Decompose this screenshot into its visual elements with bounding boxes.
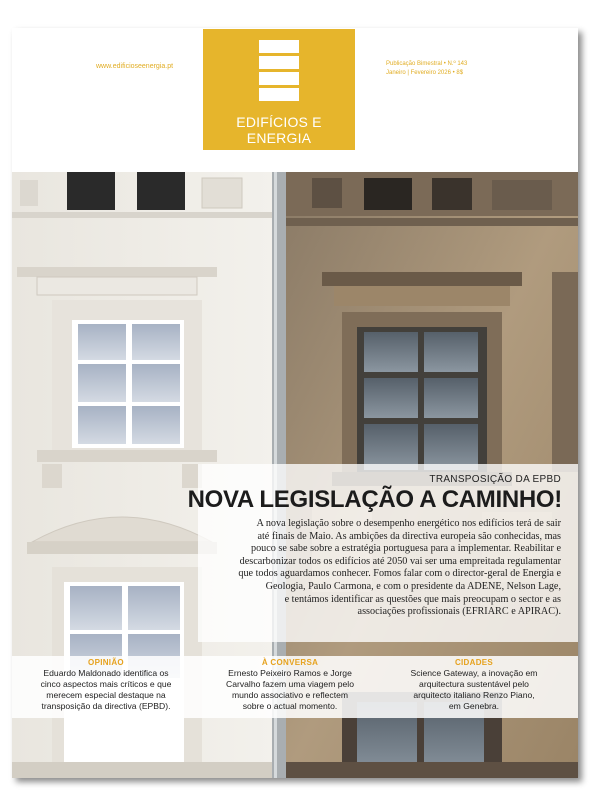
- issue-info: [386, 60, 467, 78]
- teaser-line: Carvalho fazem uma viagem pelo: [225, 679, 354, 689]
- lede-line: e tentámos identificar as questões que mais preocupam o sector e as: [284, 593, 561, 605]
- feature-lede: [205, 518, 561, 619]
- lede-line: associações profissionais (EFRIARC e APIRAC).: [357, 606, 561, 618]
- lede-line: até finais de Maio. As ambições da directiva europeia são conhecidas, mas: [257, 530, 561, 542]
- teaser-line: em Genebra.: [448, 701, 500, 711]
- teaser-title: À CONVERSA: [261, 658, 319, 667]
- lede-line: que todos aguardamos conhecer. Fomos falar com o director-geral de Energia e: [238, 568, 561, 580]
- feature-kicker: TRANSPOSIÇÃO DA EPBD: [429, 474, 561, 485]
- teaser-line: mundo associativo e reflectem: [231, 690, 349, 700]
- feature-headline: NOVA LEGISLAÇÃO A CAMINHO!: [187, 486, 562, 513]
- masthead-logo: [203, 29, 355, 150]
- magazine-cover: [12, 28, 578, 778]
- logo-wordmark: EDIFÍCIOS E ENERGIA: [236, 114, 322, 146]
- teaser-line: arquitectura sustentável pelo: [419, 679, 529, 689]
- lede-line: descarbonizar todos os edifícios até 2050 vai ser uma empreitada regulamentar: [239, 555, 561, 567]
- site-url: www.edificioseenergia.pt: [96, 63, 174, 70]
- issue-line-1: Publicação Bimestral • N.º 143: [386, 61, 468, 67]
- teaser-line: merecem especial destaque na: [46, 690, 166, 700]
- teaser-text: [210, 668, 370, 712]
- teaser-line: arquitecto italiano Renzo Piano,: [413, 690, 535, 700]
- teaser-cidades: [394, 658, 554, 712]
- teaser-title: OPINIÃO: [88, 658, 124, 667]
- cover-header: [12, 28, 578, 172]
- lede-line: Geologia, Paulo Carmona, e com o presidente da ADENE, Nelson Lage,: [265, 580, 561, 592]
- logo-mark-icon: [259, 40, 299, 101]
- lede-line: A nova legislação sobre o desempenho energético nos edifícios terá de sair: [256, 518, 561, 529]
- teaser-line: Science Gateway, a inovação em: [410, 668, 538, 678]
- teaser-line: Eduardo Maldonado identifica os: [43, 668, 169, 678]
- teaser-line: Ernesto Peixeiro Ramos e Jorge: [228, 668, 352, 678]
- lede-line: pouco se sabe sobre a estratégia portuguesa para a implementar. Reabilitar e: [250, 543, 561, 555]
- teaser-text: [26, 668, 186, 712]
- issue-line-2: Janeiro | Fevereiro 2026 • 8$: [386, 70, 464, 76]
- teaser-line: cinco aspectos mais críticos e que: [40, 679, 172, 689]
- teaser-a-conversa: [210, 658, 370, 712]
- teaser-text: [394, 668, 554, 712]
- teaser-line: transposição da directiva (EPBD).: [41, 701, 171, 711]
- teaser-title: CIDADES: [454, 658, 494, 667]
- teaser-opiniao: [26, 658, 186, 712]
- teaser-line: sobre o actual momento.: [242, 701, 338, 711]
